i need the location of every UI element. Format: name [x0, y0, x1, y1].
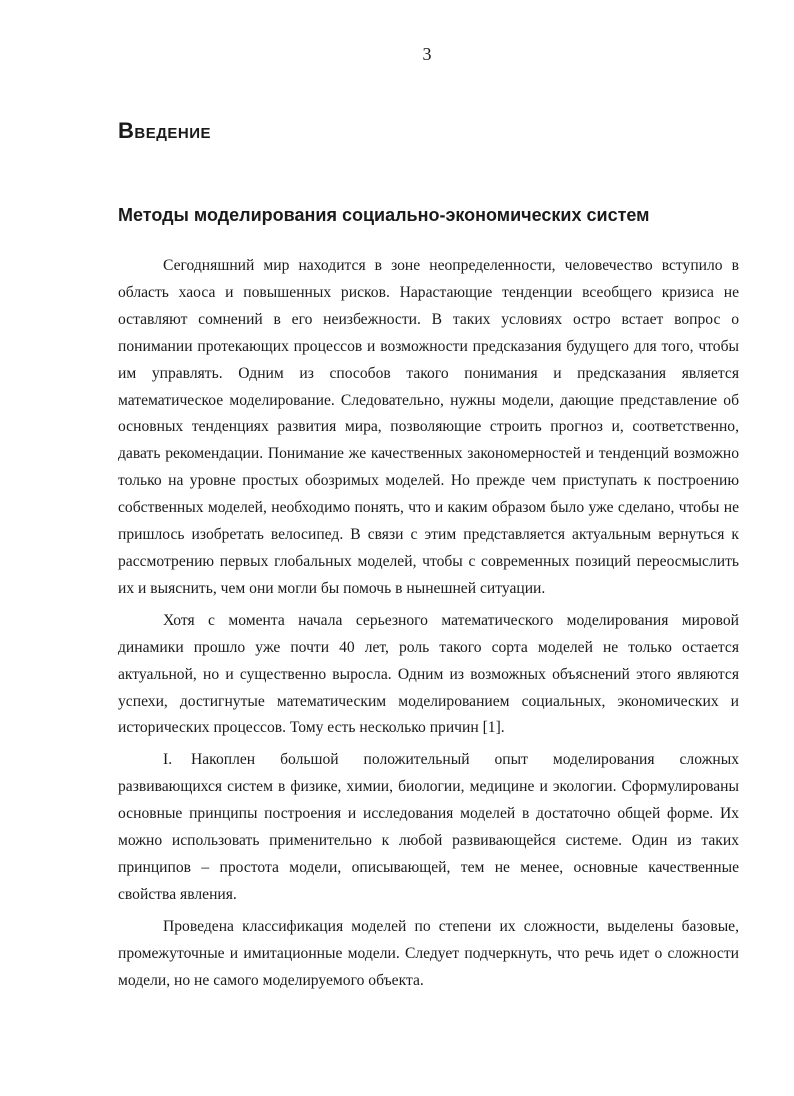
- list-item-text: Накоплен большой положительный опыт моделирования сложных развивающихся систем в физике, химии, биологии, медицине и экологии. Сформулированы основные принципы построения и исследования моделей в достаточно общей форме. Их можно использовать применительно к любой развивающейся системе. Один из таких принципов – простота модели, описывающей, тем не менее, основные качественные свойства явления.: [118, 751, 739, 903]
- paragraph: Хотя с момента начала серьезного математического моделирования мировой динамики прошло уже почти 40 лет, роль такого сорта моделей не только остается актуальной, но и существенно выросла. Одним из возможных объяснений этого являются успехи, достигнутые математическим моделированием социальных, экономических и исторических процессов. Тому есть несколько причин [1].: [118, 611, 739, 737]
- paragraph: Проведена классификация моделей по степени их сложности, выделены базовые, промежуточные и имитационные модели. Следует подчеркнуть, что речь идет о сложности модели, но не самого моделируемого объекта.: [118, 917, 739, 989]
- body-text: [118, 253, 739, 999]
- list-item: [118, 747, 739, 908]
- list-item-number: I.: [163, 751, 173, 769]
- section-title: Методы моделирования социально-экономических систем: [118, 205, 650, 225]
- paragraph: Сегодняшний мир находится в зоне неопределенности, человечество вступило в область хаоса и повышенных рисков. Нарастающие тенденции всеобщего кризиса не оставляют сомнений в его неизбежности. В таких условиях остро встает вопрос о понимании протекающих процессов и возможности предсказания будущего для того, чтобы им управлять. Одним из способов такого понимания и предсказания является математическое моделирование. Следовательно, нужны модели, дающие представление об основных тенденциях развития мира, позволяющие строить прогноз и, соответственно, давать рекомендации. Понимание же качественных закономерностей и тенденций возможно только на уровне простых обозримых моделей. Но прежде чем приступать к построению собственных моделей, необходимо понять, что и каким образом было уже сделано, чтобы не пришлось изобретать велосипед. В связи с этим представляется актуальным вернуться к рассмотрению первых глобальных моделей, чтобы с современных позиций переосмыслить их и выяснить, чем они могли бы помочь в нынешней ситуации.: [118, 257, 739, 597]
- page-number: 3: [422, 44, 432, 64]
- chapter-title: Введение: [118, 118, 212, 143]
